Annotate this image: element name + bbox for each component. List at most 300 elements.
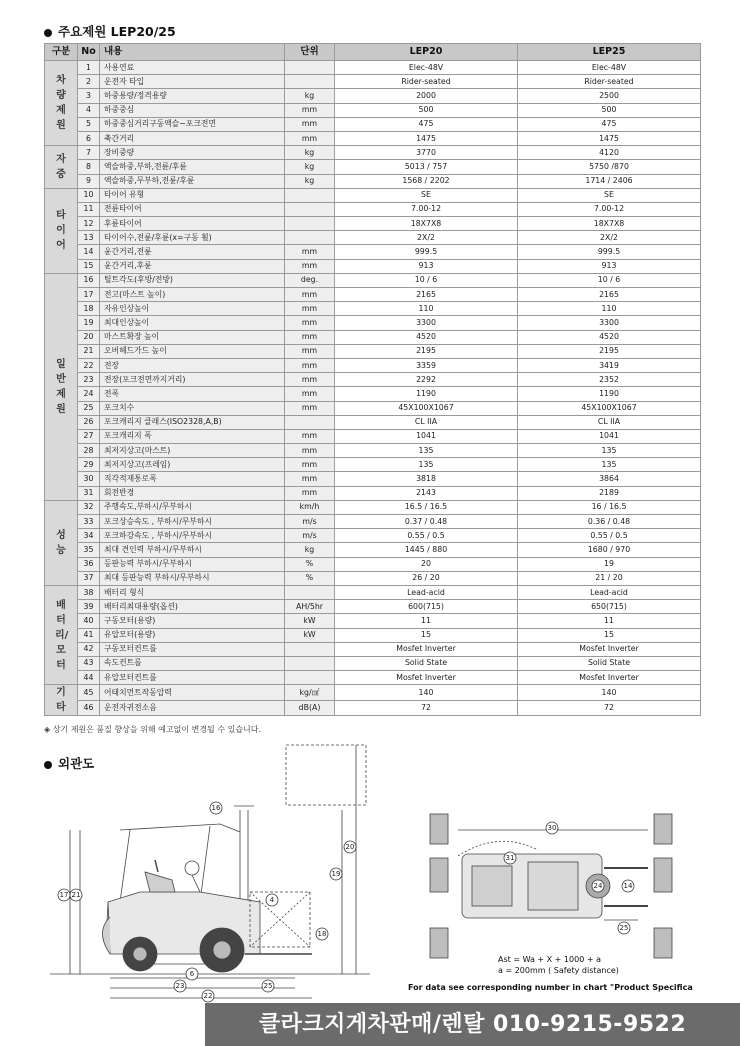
cell-no: 22 bbox=[78, 358, 100, 372]
cell-item: 윤간거리,전륜 bbox=[100, 245, 285, 259]
cell-lep20: 500 bbox=[335, 103, 518, 117]
cell-no: 11 bbox=[78, 202, 100, 216]
table-row bbox=[45, 500, 701, 514]
cell-lep25: 1714 / 2406 bbox=[518, 174, 701, 188]
callout-25-top: 25 bbox=[619, 924, 629, 932]
callout-23: 23 bbox=[175, 982, 185, 990]
callout-25: 25 bbox=[263, 982, 273, 990]
table-row bbox=[45, 600, 701, 614]
cell-lep25: 1475 bbox=[518, 131, 701, 145]
table-row bbox=[45, 89, 701, 103]
table-row bbox=[45, 671, 701, 685]
callout-16: 16 bbox=[211, 804, 221, 812]
cell-no: 38 bbox=[78, 585, 100, 599]
cell-unit: AH/5hr bbox=[285, 600, 335, 614]
cell-lep20: 3300 bbox=[335, 316, 518, 330]
header-unit: 단위 bbox=[285, 44, 335, 61]
contact-banner: 클라크지게차판매/렌탈 010-9215-9522 bbox=[205, 1003, 740, 1046]
cell-lep20: 2292 bbox=[335, 373, 518, 387]
cell-lep20: 3359 bbox=[335, 358, 518, 372]
cell-no: 33 bbox=[78, 515, 100, 529]
cell-lep20: 26 / 20 bbox=[335, 571, 518, 585]
cell-item: 운전자귀전소음 bbox=[100, 700, 285, 716]
cell-lep20: 999.5 bbox=[335, 245, 518, 259]
cell-lep25: Solid State bbox=[518, 656, 701, 670]
cell-no: 40 bbox=[78, 614, 100, 628]
cell-no: 45 bbox=[78, 685, 100, 701]
cell-lep20: 135 bbox=[335, 444, 518, 458]
cell-unit: kg bbox=[285, 174, 335, 188]
cell-lep20: 2195 bbox=[335, 344, 518, 358]
cell-lep20: 7.00-12 bbox=[335, 202, 518, 216]
cell-unit: mm bbox=[285, 117, 335, 131]
cell-lep25: 913 bbox=[518, 259, 701, 273]
cell-item: 유압모터(용량) bbox=[100, 628, 285, 642]
cell-unit: kg bbox=[285, 543, 335, 557]
header-lep25: LEP25 bbox=[518, 44, 701, 61]
cell-unit: mm bbox=[285, 344, 335, 358]
top-view-drawing bbox=[428, 810, 698, 960]
table-row bbox=[45, 373, 701, 387]
cell-item: 자유인상높이 bbox=[100, 302, 285, 316]
cell-lep25: 140 bbox=[518, 685, 701, 701]
cell-unit bbox=[285, 671, 335, 685]
cell-unit: mm bbox=[285, 373, 335, 387]
cell-lep25: 1041 bbox=[518, 429, 701, 443]
table-row bbox=[45, 543, 701, 557]
cell-unit bbox=[285, 217, 335, 231]
cell-unit: mm bbox=[285, 458, 335, 472]
table-row bbox=[45, 472, 701, 486]
cell-no: 4 bbox=[78, 103, 100, 117]
header-item: 내용 bbox=[100, 44, 285, 61]
cell-item: 하중용량/정격용량 bbox=[100, 89, 285, 103]
cell-lep25: 7.00-12 bbox=[518, 202, 701, 216]
table-row bbox=[45, 259, 701, 273]
cell-lep20: 600(715) bbox=[335, 600, 518, 614]
cell-lep25: 19 bbox=[518, 557, 701, 571]
cell-lep20: CL IIA bbox=[335, 415, 518, 429]
cell-item: 타이어수,전륜/후륜(x=구동 휠) bbox=[100, 231, 285, 245]
cell-unit: mm bbox=[285, 444, 335, 458]
cell-lep25: 2189 bbox=[518, 486, 701, 500]
cell-item: 운전자 타입 bbox=[100, 75, 285, 89]
cell-unit: mm bbox=[285, 103, 335, 117]
cell-lep20: 15 bbox=[335, 628, 518, 642]
cell-item: 주행속도,부하시/무부하시 bbox=[100, 500, 285, 514]
table-row bbox=[45, 288, 701, 302]
cell-unit bbox=[285, 61, 335, 75]
cell-no: 7 bbox=[78, 146, 100, 160]
cell-lep20: 10 / 6 bbox=[335, 273, 518, 287]
cell-lep25: 11 bbox=[518, 614, 701, 628]
cell-no: 17 bbox=[78, 288, 100, 302]
table-row bbox=[45, 614, 701, 628]
cell-lep20: 5013 / 757 bbox=[335, 160, 518, 174]
cell-item: 직각적재통로폭 bbox=[100, 472, 285, 486]
cell-lep25: 135 bbox=[518, 458, 701, 472]
cell-no: 9 bbox=[78, 174, 100, 188]
cell-lep25: Rider-seated bbox=[518, 75, 701, 89]
cell-no: 1 bbox=[78, 61, 100, 75]
cell-unit: mm bbox=[285, 429, 335, 443]
cell-no: 29 bbox=[78, 458, 100, 472]
cell-lep25: Mosfet Inverter bbox=[518, 671, 701, 685]
table-row bbox=[45, 131, 701, 145]
cell-lep25: SE bbox=[518, 188, 701, 202]
cell-unit: kg bbox=[285, 160, 335, 174]
cell-no: 24 bbox=[78, 387, 100, 401]
cell-lep25: 3864 bbox=[518, 472, 701, 486]
cell-lep25: 3419 bbox=[518, 358, 701, 372]
table-row bbox=[45, 160, 701, 174]
cell-lep25: 500 bbox=[518, 103, 701, 117]
cell-no: 28 bbox=[78, 444, 100, 458]
chart-note: For data see corresponding number in chart "Product Specifica bbox=[408, 983, 693, 992]
category-cell: 일반제원 bbox=[45, 273, 78, 500]
cell-no: 26 bbox=[78, 415, 100, 429]
cell-lep25: 16 / 16.5 bbox=[518, 500, 701, 514]
cell-lep20: 0.37 / 0.48 bbox=[335, 515, 518, 529]
cell-lep20: Rider-seated bbox=[335, 75, 518, 89]
cell-lep25: 4120 bbox=[518, 146, 701, 160]
table-row bbox=[45, 75, 701, 89]
cell-lep20: 1475 bbox=[335, 131, 518, 145]
cell-unit: mm bbox=[285, 387, 335, 401]
cell-lep20: 3770 bbox=[335, 146, 518, 160]
table-row bbox=[45, 642, 701, 656]
bullet-icon bbox=[44, 29, 52, 37]
cell-lep20: 1568 / 2202 bbox=[335, 174, 518, 188]
cell-lep25: 2500 bbox=[518, 89, 701, 103]
cell-no: 15 bbox=[78, 259, 100, 273]
cell-lep20: 0.55 / 0.5 bbox=[335, 529, 518, 543]
cell-item: 틸트각도(후방/전방) bbox=[100, 273, 285, 287]
cell-item: 포크캐리지 클래스(ISO2328,A,B) bbox=[100, 415, 285, 429]
cell-unit: mm bbox=[285, 245, 335, 259]
spec-note: ◈ 상기 제원은 품질 향상을 위해 예고없이 변경될 수 있습니다. bbox=[44, 725, 262, 734]
table-row bbox=[45, 217, 701, 231]
callout-31: 31 bbox=[505, 854, 515, 862]
cell-unit: % bbox=[285, 571, 335, 585]
cell-item: 축간거리 bbox=[100, 131, 285, 145]
cell-item: 전장 bbox=[100, 358, 285, 372]
cell-item: 최저지상고(마스트) bbox=[100, 444, 285, 458]
cell-unit: mm bbox=[285, 316, 335, 330]
cell-no: 41 bbox=[78, 628, 100, 642]
cell-lep25: 650(715) bbox=[518, 600, 701, 614]
cell-no: 23 bbox=[78, 373, 100, 387]
cell-no: 42 bbox=[78, 642, 100, 656]
cell-item: 액슬하중,부하,전륜/후륜 bbox=[100, 160, 285, 174]
cell-no: 36 bbox=[78, 557, 100, 571]
callout-17: 17 bbox=[59, 891, 69, 899]
cell-no: 39 bbox=[78, 600, 100, 614]
cell-unit: mm bbox=[285, 302, 335, 316]
table-row bbox=[45, 330, 701, 344]
cell-item: 포크상승속도 , 부하시/무부하시 bbox=[100, 515, 285, 529]
cell-unit bbox=[285, 656, 335, 670]
cell-lep25: 4520 bbox=[518, 330, 701, 344]
table-row bbox=[45, 358, 701, 372]
cell-unit: mm bbox=[285, 259, 335, 273]
cell-lep20: 2143 bbox=[335, 486, 518, 500]
cell-unit bbox=[285, 202, 335, 216]
cell-item: 최대 견인력 부하시/무부하시 bbox=[100, 543, 285, 557]
cell-unit: mm bbox=[285, 330, 335, 344]
cell-no: 18 bbox=[78, 302, 100, 316]
table-row bbox=[45, 700, 701, 716]
cell-lep25: 2165 bbox=[518, 288, 701, 302]
cell-lep25: 45X100X1067 bbox=[518, 401, 701, 415]
table-row bbox=[45, 557, 701, 571]
cell-lep25: Elec-48V bbox=[518, 61, 701, 75]
spec-heading: 주요제원 LEP20/25 bbox=[44, 22, 176, 40]
cell-item: 타이어 유형 bbox=[100, 188, 285, 202]
callout-14: 14 bbox=[623, 882, 633, 890]
cell-lep20: 72 bbox=[335, 700, 518, 716]
cell-lep20: Mosfet Inverter bbox=[335, 671, 518, 685]
formula-line-1: Ast = Wa + X + 1000 + a bbox=[498, 955, 601, 964]
cell-unit: m/s bbox=[285, 515, 335, 529]
spec-table bbox=[44, 43, 701, 716]
cell-lep20: SE bbox=[335, 188, 518, 202]
cell-lep25: CL IIA bbox=[518, 415, 701, 429]
cell-no: 3 bbox=[78, 89, 100, 103]
formula-line-2: a = 200mm ( Safety distance) bbox=[498, 966, 619, 975]
header-lep20: LEP20 bbox=[335, 44, 518, 61]
cell-item: 전륜타이어 bbox=[100, 202, 285, 216]
category-cell: 자중 bbox=[45, 146, 78, 189]
category-cell: 기타 bbox=[45, 685, 78, 716]
exterior-heading: 외관도 bbox=[44, 754, 94, 772]
table-row bbox=[45, 458, 701, 472]
cell-item: 전폭 bbox=[100, 387, 285, 401]
side-view-drawing bbox=[50, 742, 370, 1004]
cell-lep20: Mosfet Inverter bbox=[335, 642, 518, 656]
cell-lep20: 18X7X8 bbox=[335, 217, 518, 231]
table-row bbox=[45, 273, 701, 287]
cell-no: 21 bbox=[78, 344, 100, 358]
cell-lep25: 18X7X8 bbox=[518, 217, 701, 231]
cell-unit: kg bbox=[285, 89, 335, 103]
cell-lep25: 2X/2 bbox=[518, 231, 701, 245]
cell-unit bbox=[285, 75, 335, 89]
cell-no: 20 bbox=[78, 330, 100, 344]
category-cell: 타이어 bbox=[45, 188, 78, 273]
cell-item: 포크치수 bbox=[100, 401, 285, 415]
cell-unit: mm bbox=[285, 288, 335, 302]
cell-lep25: 2352 bbox=[518, 373, 701, 387]
cell-lep20: Solid State bbox=[335, 656, 518, 670]
table-header-row bbox=[45, 44, 701, 61]
cell-lep20: Lead-acid bbox=[335, 585, 518, 599]
cell-no: 2 bbox=[78, 75, 100, 89]
cell-no: 35 bbox=[78, 543, 100, 557]
cell-lep20: 2000 bbox=[335, 89, 518, 103]
cell-lep20: 2X/2 bbox=[335, 231, 518, 245]
table-row bbox=[45, 61, 701, 75]
callout-22: 22 bbox=[203, 992, 213, 1000]
cell-no: 43 bbox=[78, 656, 100, 670]
cell-item: 유압모터컨트롤 bbox=[100, 671, 285, 685]
cell-unit bbox=[285, 188, 335, 202]
cell-lep25: Mosfet Inverter bbox=[518, 642, 701, 656]
table-row bbox=[45, 529, 701, 543]
cell-no: 32 bbox=[78, 500, 100, 514]
table-row bbox=[45, 515, 701, 529]
table-row bbox=[45, 231, 701, 245]
cell-lep20: 11 bbox=[335, 614, 518, 628]
cell-lep20: 4520 bbox=[335, 330, 518, 344]
category-cell: 성능 bbox=[45, 500, 78, 585]
cell-no: 5 bbox=[78, 117, 100, 131]
cell-unit: dB(A) bbox=[285, 700, 335, 716]
table-row bbox=[45, 387, 701, 401]
table-row bbox=[45, 444, 701, 458]
cell-lep25: 5750 /870 bbox=[518, 160, 701, 174]
cell-lep20: 110 bbox=[335, 302, 518, 316]
cell-unit: m/s bbox=[285, 529, 335, 543]
cell-no: 25 bbox=[78, 401, 100, 415]
cell-no: 12 bbox=[78, 217, 100, 231]
cell-lep25: 1680 / 970 bbox=[518, 543, 701, 557]
cell-item: 포크하강속도 , 부하시/무부하시 bbox=[100, 529, 285, 543]
cell-item: 최대 등판능력 부하시/무부하시 bbox=[100, 571, 285, 585]
cell-lep25: 110 bbox=[518, 302, 701, 316]
table-row bbox=[45, 486, 701, 500]
table-row bbox=[45, 103, 701, 117]
cell-lep20: 16.5 / 16.5 bbox=[335, 500, 518, 514]
cell-lep25: 135 bbox=[518, 444, 701, 458]
cell-unit bbox=[285, 642, 335, 656]
category-cell: 배터리/모터 bbox=[45, 585, 78, 684]
table-row bbox=[45, 429, 701, 443]
cell-lep25: 15 bbox=[518, 628, 701, 642]
cell-unit: kW bbox=[285, 614, 335, 628]
cell-no: 27 bbox=[78, 429, 100, 443]
cell-lep25: 2195 bbox=[518, 344, 701, 358]
cell-unit: kg/㎠ bbox=[285, 685, 335, 701]
cell-no: 14 bbox=[78, 245, 100, 259]
table-row bbox=[45, 685, 701, 701]
cell-lep20: 135 bbox=[335, 458, 518, 472]
cell-item: 등판능력 부하시/무부하시 bbox=[100, 557, 285, 571]
cell-item: 하중중심거리구동액슬~포크전면 bbox=[100, 117, 285, 131]
cell-unit bbox=[285, 231, 335, 245]
callout-4: 4 bbox=[269, 896, 275, 904]
cell-lep20: Elec-48V bbox=[335, 61, 518, 75]
cell-lep20: 45X100X1067 bbox=[335, 401, 518, 415]
cell-no: 30 bbox=[78, 472, 100, 486]
table-row bbox=[45, 188, 701, 202]
cell-item: 액슬하중,무부하,전륜/후륜 bbox=[100, 174, 285, 188]
cell-unit: % bbox=[285, 557, 335, 571]
callout-19: 19 bbox=[331, 870, 341, 878]
callout-30: 30 bbox=[547, 824, 557, 832]
cell-item: 하중중심 bbox=[100, 103, 285, 117]
cell-unit: mm bbox=[285, 472, 335, 486]
cell-lep25: 10 / 6 bbox=[518, 273, 701, 287]
cell-no: 16 bbox=[78, 273, 100, 287]
cell-unit bbox=[285, 415, 335, 429]
callout-21: 21 bbox=[71, 891, 81, 899]
cell-unit: mm bbox=[285, 401, 335, 415]
cell-no: 34 bbox=[78, 529, 100, 543]
cell-item: 최저지상고(프레임) bbox=[100, 458, 285, 472]
cell-unit: deg. bbox=[285, 273, 335, 287]
cell-unit: kg bbox=[285, 146, 335, 160]
cell-item: 구동모터(용량) bbox=[100, 614, 285, 628]
cell-no: 44 bbox=[78, 671, 100, 685]
cell-no: 31 bbox=[78, 486, 100, 500]
callout-24: 24 bbox=[593, 882, 603, 890]
table-row bbox=[45, 656, 701, 670]
table-row bbox=[45, 174, 701, 188]
cell-lep25: Lead-acid bbox=[518, 585, 701, 599]
cell-item: 후륜타이어 bbox=[100, 217, 285, 231]
cell-item: 배터리최대용량(옵션) bbox=[100, 600, 285, 614]
cell-lep20: 1041 bbox=[335, 429, 518, 443]
cell-item: 배터리 형식 bbox=[100, 585, 285, 599]
cell-lep20: 2165 bbox=[335, 288, 518, 302]
cell-item: 최대인상높이 bbox=[100, 316, 285, 330]
cell-lep25: 475 bbox=[518, 117, 701, 131]
cell-item: 장비중량 bbox=[100, 146, 285, 160]
cell-no: 46 bbox=[78, 700, 100, 716]
cell-item: 오버헤드가드 높이 bbox=[100, 344, 285, 358]
table-row bbox=[45, 628, 701, 642]
table-row bbox=[45, 344, 701, 358]
cell-lep20: 913 bbox=[335, 259, 518, 273]
cell-unit: mm bbox=[285, 358, 335, 372]
callout-6: 6 bbox=[189, 970, 195, 978]
cell-lep25: 999.5 bbox=[518, 245, 701, 259]
cell-lep25: 1190 bbox=[518, 387, 701, 401]
cell-no: 37 bbox=[78, 571, 100, 585]
category-cell: 차량제원 bbox=[45, 61, 78, 146]
cell-item: 회전반경 bbox=[100, 486, 285, 500]
cell-lep20: 1445 / 880 bbox=[335, 543, 518, 557]
callout-20: 20 bbox=[345, 843, 355, 851]
cell-item: 전장(포크전면까지거리) bbox=[100, 373, 285, 387]
cell-item: 어태치먼트작동압력 bbox=[100, 685, 285, 701]
cell-lep25: 0.55 / 0.5 bbox=[518, 529, 701, 543]
cell-lep25: 3300 bbox=[518, 316, 701, 330]
header-category: 구분 bbox=[45, 44, 78, 61]
cell-unit: kW bbox=[285, 628, 335, 642]
cell-unit bbox=[285, 585, 335, 599]
cell-lep20: 475 bbox=[335, 117, 518, 131]
table-row bbox=[45, 302, 701, 316]
cell-item: 포크캐리지 폭 bbox=[100, 429, 285, 443]
cell-item: 사용연료 bbox=[100, 61, 285, 75]
cell-item: 마스트확장 높이 bbox=[100, 330, 285, 344]
cell-item: 전고(마스트 높이) bbox=[100, 288, 285, 302]
cell-no: 8 bbox=[78, 160, 100, 174]
table-row bbox=[45, 117, 701, 131]
cell-no: 6 bbox=[78, 131, 100, 145]
cell-unit: km/h bbox=[285, 500, 335, 514]
cell-no: 13 bbox=[78, 231, 100, 245]
cell-no: 19 bbox=[78, 316, 100, 330]
table-row bbox=[45, 202, 701, 216]
cell-lep25: 21 / 20 bbox=[518, 571, 701, 585]
cell-item: 구동모터컨트롤 bbox=[100, 642, 285, 656]
cell-unit: mm bbox=[285, 486, 335, 500]
cell-lep25: 0.36 / 0.48 bbox=[518, 515, 701, 529]
cell-lep25: 72 bbox=[518, 700, 701, 716]
